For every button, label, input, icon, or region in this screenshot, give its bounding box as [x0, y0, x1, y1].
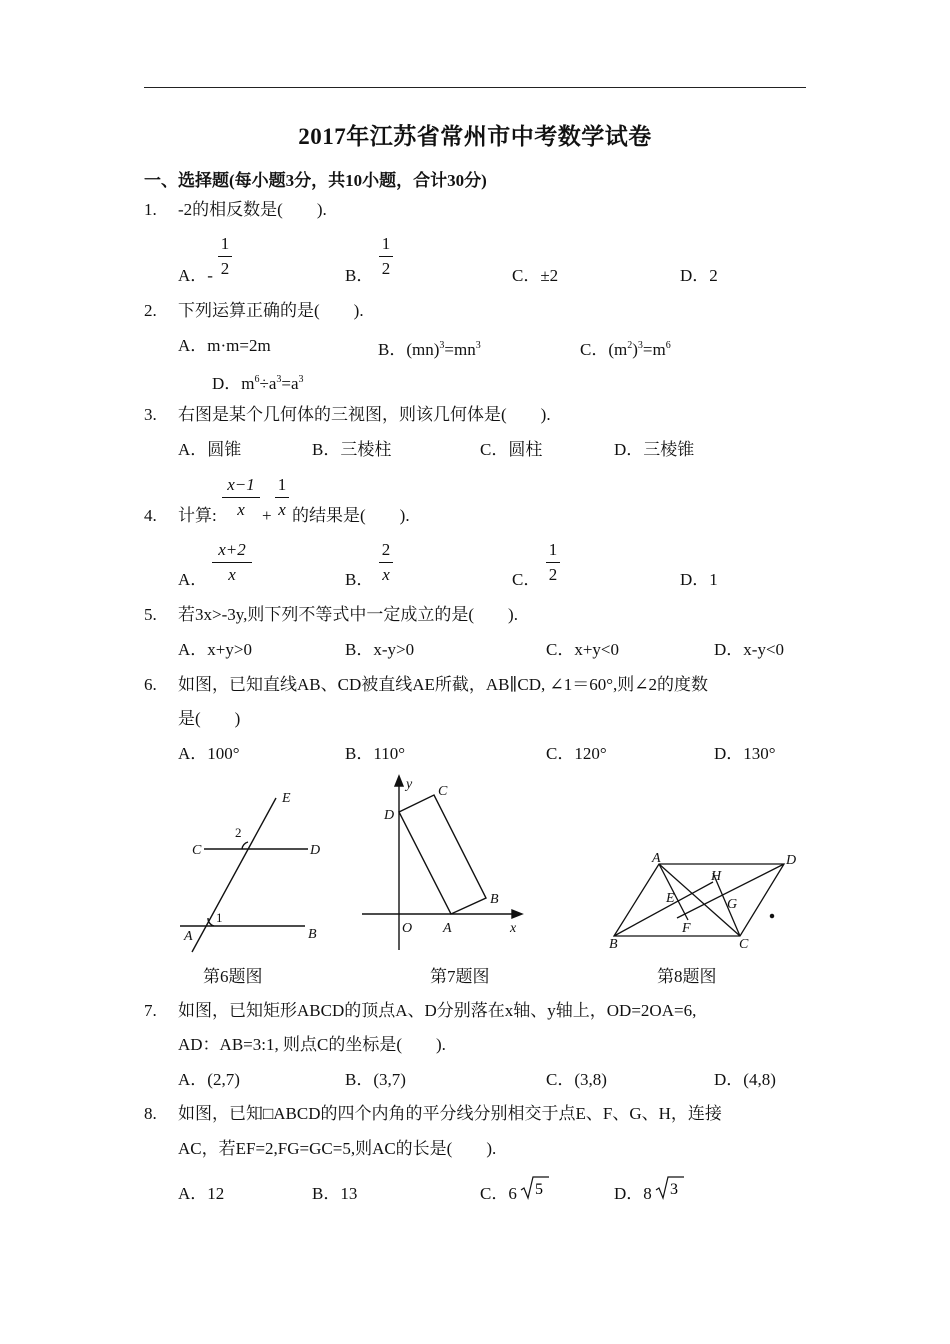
- angle-2-arc: [242, 842, 248, 849]
- label-x: x: [510, 921, 517, 936]
- q6-stem-line1: 如图，已知直线AB、CD被直线AE所截，AB∥CD, ∠1＝60°,则∠2的度数: [178, 675, 709, 694]
- q6-option-b: B．110°: [345, 744, 406, 763]
- bisector-b: [614, 882, 713, 936]
- denominator: x: [237, 500, 245, 519]
- denominator: x: [382, 565, 390, 584]
- figure-6: [180, 791, 320, 952]
- q4-option-a-label: A．: [178, 570, 208, 589]
- figures-row: [0, 770, 950, 960]
- label-e: E: [282, 791, 291, 806]
- q3-option-b: B．三棱柱: [312, 440, 392, 459]
- q4-option-d: D．1: [680, 570, 718, 589]
- question-number: 4.: [144, 506, 157, 525]
- q8-option-c-radical: [520, 1174, 550, 1202]
- label-d: D: [384, 808, 395, 823]
- label-b: B: [609, 937, 618, 952]
- q5-option-c: C．x+y<0: [546, 640, 620, 659]
- figure-8: [609, 851, 796, 952]
- q8-option-d-radical: [655, 1174, 685, 1202]
- line-ae: [192, 798, 276, 952]
- q5-stem: 若3x>-3y,则下列不等式中一定成立的是( ).: [178, 605, 518, 624]
- question-number: 2.: [144, 301, 157, 320]
- label-d: D: [786, 853, 797, 868]
- question-number: 8.: [144, 1104, 157, 1123]
- label-h: H: [711, 869, 722, 884]
- q2-option-a: A．m·m=2m: [178, 336, 271, 355]
- q3-option-d: D．三棱锥: [614, 440, 695, 459]
- q6-option-d: D．130°: [714, 744, 776, 763]
- question-number: 7.: [144, 1001, 157, 1020]
- q2-option-d: D．$m^6\div a^3=a^3$: [212, 374, 304, 393]
- q3-option-a: A．圆锥: [178, 440, 242, 459]
- q8-option-c-prefix: C．6: [480, 1184, 517, 1203]
- radicand: 5: [535, 1181, 543, 1198]
- numerator: 1: [381, 234, 391, 253]
- label-c: C: [739, 937, 749, 952]
- figure-7: [362, 776, 522, 950]
- q4-prefix: 计算:: [178, 506, 217, 525]
- q6-option-a: A．100°: [178, 744, 240, 763]
- figure-8-caption: 第8题图: [657, 967, 717, 986]
- question-number: 5.: [144, 605, 157, 624]
- q6-stem-line2: 是( ): [178, 709, 241, 728]
- question-number: 3.: [144, 405, 157, 424]
- q5-option-b: B．x-y>0: [345, 640, 415, 659]
- label-c: C: [192, 843, 202, 858]
- q4-option-c-label: C．: [512, 570, 541, 589]
- rectangle-abcd: [399, 795, 486, 914]
- denominator: x: [278, 500, 286, 519]
- numerator: 1: [548, 540, 558, 559]
- q7-option-a: A．(2,7): [178, 1070, 240, 1089]
- q7-option-d: D．(4,8): [714, 1070, 776, 1089]
- q8-stem-line1: 如图，已知□ABCD的四个内角的平分线分别相交于点E、F、G、H，连接: [178, 1104, 722, 1123]
- q2-option-b: B．$(mn)^3=mn^3$: [378, 340, 481, 359]
- label-e: E: [666, 891, 675, 906]
- q1-option-a-fraction: [218, 234, 232, 279]
- numerator: x−1: [227, 475, 255, 494]
- header-rule: [144, 87, 806, 88]
- label-d: D: [310, 843, 321, 858]
- q2-stem: 下列运算正确的是( ).: [178, 301, 364, 320]
- q1-option-c: C．±2: [512, 266, 559, 285]
- y-axis-arrow: [395, 776, 403, 786]
- figure-6-caption: 第6题图: [203, 967, 263, 986]
- x-axis-arrow: [512, 910, 522, 918]
- label-c: C: [438, 784, 448, 799]
- q5-option-a: A．x+y>0: [178, 640, 252, 659]
- question-number: 6.: [144, 675, 157, 694]
- q1-option-b-fraction: [379, 234, 393, 279]
- q3-stem: 右图是某个几何体的三视图，则该几何体是( ).: [178, 405, 551, 424]
- label-angle-1: 1: [216, 910, 223, 925]
- denominator: 2: [220, 259, 230, 278]
- section-heading: 一、选择题(每小题3分，共10小题，合计30分): [144, 171, 487, 190]
- q4-fraction-1: [222, 475, 260, 520]
- q7-option-b: B．(3,7): [345, 1070, 406, 1089]
- q2-option-c: C．$(m^2)^3=m^6$: [580, 340, 671, 359]
- q5-option-d: D．x-y<0: [714, 640, 785, 659]
- q4-suffix: 的结果是( ).: [292, 506, 410, 525]
- q7-option-c: C．(3,8): [546, 1070, 607, 1089]
- q8-option-d-prefix: D．8: [614, 1184, 652, 1203]
- q6-option-c: C．120°: [546, 744, 607, 763]
- q8-option-a: A．12: [178, 1184, 225, 1203]
- q4-option-a-fraction: [212, 540, 252, 585]
- label-o: O: [402, 921, 413, 936]
- numerator: x+2: [218, 540, 246, 559]
- q4-fraction-2: [275, 475, 289, 520]
- angle-1-arc: [208, 918, 214, 926]
- question-number: 1.: [144, 200, 157, 219]
- label-b: B: [308, 927, 317, 942]
- label-angle-2: 2: [235, 825, 242, 840]
- numerator: 1: [220, 234, 230, 253]
- q4-option-c-fraction: [546, 540, 560, 585]
- q7-stem-line2: AD：AB=3:1, 则点C的坐标是( ).: [178, 1035, 446, 1054]
- radicand: 3: [670, 1181, 678, 1198]
- figure-7-caption: 第7题图: [430, 967, 490, 986]
- label-f: F: [682, 921, 691, 936]
- denominator: x: [228, 565, 236, 584]
- q8-option-b: B．13: [312, 1184, 358, 1203]
- q3-option-c: C．圆柱: [480, 440, 543, 459]
- denominator: 2: [548, 565, 558, 584]
- q8-stem-line2: AC，若EF=2,FG=GC=5,则AC的长是( ).: [178, 1139, 497, 1158]
- q4-option-b-fraction: [379, 540, 393, 585]
- label-g: G: [727, 897, 738, 912]
- q1-option-b-label: B．: [345, 266, 374, 285]
- q1-stem: -2的相反数是( ).: [178, 200, 327, 219]
- page-title: 2017年江苏省常州市中考数学试卷: [298, 124, 652, 149]
- q1-option-d: D．2: [680, 266, 718, 285]
- dot-mark: [770, 914, 773, 917]
- numerator: 2: [381, 540, 391, 559]
- q1-option-a-label: A．-: [178, 266, 213, 285]
- q7-stem-line1: 如图，已知矩形ABCD的顶点A、D分别落在x轴、y轴上，OD=2OA=6,: [178, 1001, 697, 1020]
- q4-option-b-label: B．: [345, 570, 374, 589]
- q4-plus: +: [262, 506, 272, 525]
- denominator: 2: [381, 259, 391, 278]
- label-b: B: [490, 892, 499, 907]
- numerator: 1: [277, 475, 287, 494]
- label-a: A: [443, 921, 452, 936]
- label-a: A: [652, 851, 661, 866]
- label-y: y: [406, 777, 413, 792]
- label-a: A: [184, 929, 193, 944]
